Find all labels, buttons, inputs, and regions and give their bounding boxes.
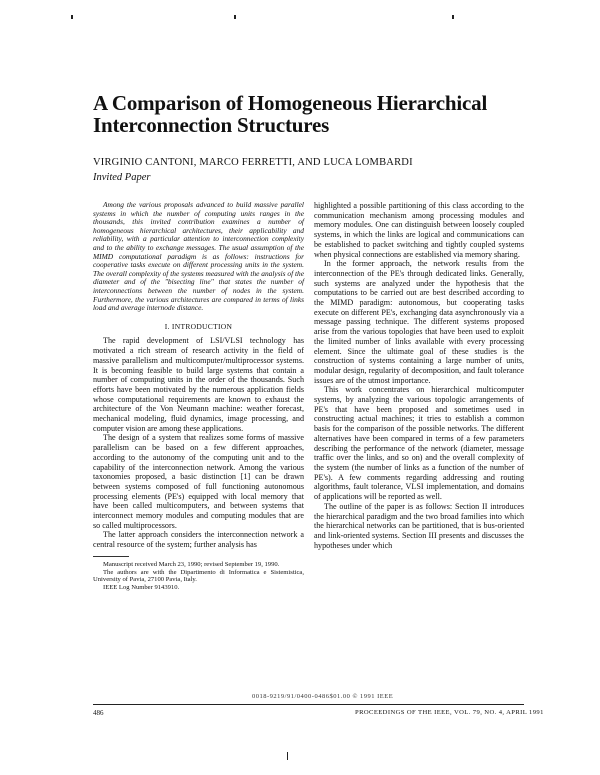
body-paragraph: The design of a system that realizes some forms of massive parallelism can be based on a few different approaches, according to the autonomy of the computing unit and to the capability of the interconnection network. Among the various taxonomies proposed, a basic distinction [1] can be drawn between systems composed of full functioning autonomous processing elements (PE's) equipped with local memory that have been called multicomputers, and between systems that interconnect memory modules and computing modules that are so called multiprocessors. xyxy=(93,433,304,530)
body-paragraph: This work concentrates on hierarchical multicomputer systems, by analyzing the various topologic arrangements of PE's that have been proposed and sometimes used in constructing actual machines; it tries to establish a common basis for the comparison of the possible networks. The different alternatives have been compared in terms of a few parameters describing the performance of the network (diameter, message traffic over the links, and so on) and the overall complexity of the system (the number of links as a function of the number of PE's). A few comments regarding addressing and routing algorithms, fault tolerance, VLSI implementation, and domains of applications will be reported as well. xyxy=(314,385,524,502)
journal-citation: PROCEEDINGS OF THE IEEE, VOL. 79, NO. 4, APRIL 1991 xyxy=(355,709,544,716)
body-paragraph: The latter approach considers the interconnection network a central resource of the system; further analysis has xyxy=(93,530,304,550)
footnote-rule xyxy=(93,556,129,557)
footnote: IEEE Log Number 9143910. xyxy=(103,584,180,592)
footnote: The authors are with the Dipartimento di Informatica e Sistemistica, University of Pavia, 27100 Pavia, Italy. xyxy=(93,568,304,584)
body-paragraph: The rapid development of LSI/VLSI technology has motivated a rich stream of research activity in the field of massive parallelism and multicomputer/multiprocessor systems. It is becoming feasible to build large systems that contain a number of computing units in the order of the thousands. Such efforts have been motivated by the numerous application fields whose computational requirements are known to exhaust the architecture of the Von Neumann machine: weather forecast, mechanical modeling, fluid dynamics, image processing, and computer vision are among these applications. xyxy=(93,336,304,433)
right-column xyxy=(314,201,524,550)
scan-mark xyxy=(71,15,73,19)
scan-mark xyxy=(234,15,236,19)
scan-mark xyxy=(287,752,288,760)
body-paragraph: highlighted a possible partitioning of this class according to the communication mechanism among processing modules and memory modules. One can distinguish between loosely coupled systems, in which the links are logical and communications can be established to packet switching and tightly coupled systems when physical connections are established via memory sharing. xyxy=(314,201,524,259)
author-list: VIRGINIO CANTONI, MARCO FERRETTI, AND LUCA LOMBARDI xyxy=(93,157,413,168)
footer-rule xyxy=(93,704,524,705)
paper-title: A Comparison of Homogeneous Hierarchical Interconnection Structures xyxy=(93,91,488,137)
scan-mark xyxy=(452,15,454,19)
footnotes xyxy=(93,561,304,592)
left-column xyxy=(93,201,304,592)
page-number: 486 xyxy=(93,709,104,717)
body-paragraph: The outline of the paper is as follows: Section II introduces the hierarchical paradigm and the two broad families into which the hierarchical networks can be partitioned, that is bus-oriented and link-oriented systems. Section III presents and discusses the hypotheses under which xyxy=(314,501,524,550)
paper-type-label: Invited Paper xyxy=(93,172,151,183)
abstract: Among the various proposals advanced to build massive parallel systems in which the number of computing units ranges in the thousands, this invited contribution examines a number of homogeneous hierarchical architectures, their applicability and reliability, with a particular attention to interconnection complexity and to the ability to exchange messages. The usual assumption of the MIMD computational paradigm is as follows: instructions for cooperative tasks execute on different processing units in the system. The overall complexity of the systems measured with the analysis of the diameter and of the "bisecting line" that states the number of interconnections between the number of nodes in the system. Furthermore, the various architectures are compared in terms of links load and average internode distance. xyxy=(93,200,304,313)
body-paragraph: In the former approach, the network results from the interconnection of the PE's through dedicated links. Generally, such systems are analyzed under the hypothesis that the computations to be carried out are best described according to the MIMD paradigm: autonomous, but cooperating tasks execute on different PE's, exchanging data asynchronously via a message passing technique. The different systems proposed arise from the various topologies that have been used to exploit the limited number of links available with every processing element. Since the ultimate goal of these studies is the construction of systems containing a large number of units, modular design, regularity of decomposition, and fault tolerance issues are of the utmost importance. xyxy=(314,259,524,385)
footnote: Manuscript received March 23, 1990; revised September 19, 1990. xyxy=(103,560,280,568)
section-heading: I. INTRODUCTION xyxy=(164,321,233,331)
ieee-identifier: 0018-9219/91/0400-0486$01.00 © 1991 IEEE xyxy=(252,693,394,700)
